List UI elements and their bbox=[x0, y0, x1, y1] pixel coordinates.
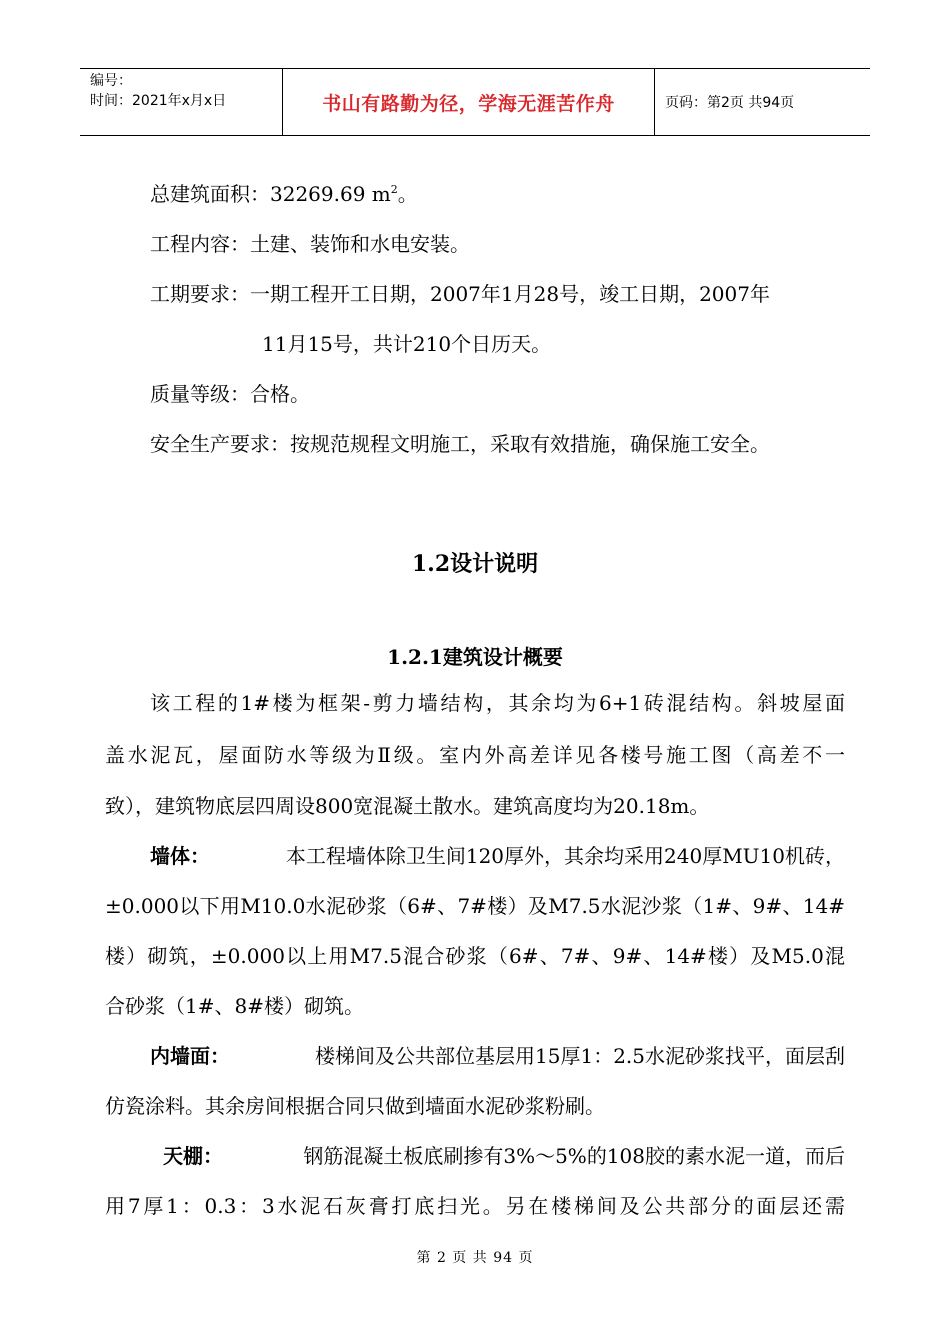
header-meta bbox=[80, 69, 282, 135]
schedule-line-1: 工期要求：一期工程开工日期，2007年1月28号，竣工日期，2007年 bbox=[150, 282, 770, 306]
document-number: 编号： bbox=[90, 73, 132, 89]
page-header bbox=[80, 68, 870, 136]
document-date: 时间：2021年x月x日 bbox=[90, 93, 227, 109]
inner-wall-line-2: 仿瓷涂料。其余房间根据合同只做到墙面水泥砂浆粉刷。 bbox=[105, 1094, 605, 1118]
overview-line-2: 盖水泥瓦，屋面防水等级为Ⅱ级。室内外高差详见各楼号施工图（高差不一 bbox=[105, 743, 845, 767]
overview-line-1: 该工程的1#楼为框架-剪力墙结构，其余均为6+1砖混结构。斜坡屋面 bbox=[150, 691, 845, 715]
quality-level: 质量等级：合格。 bbox=[150, 382, 310, 406]
header-motto: 书山有路勤为径，学海无涯苦作舟 bbox=[282, 69, 655, 135]
safety-requirement: 安全生产要求：按规范规程文明施工，采取有效措施，确保施工安全。 bbox=[150, 432, 770, 456]
inner-wall-label: 内墙面： bbox=[150, 1044, 230, 1068]
wall-line-2: ±0.000以下用M10.0水泥砂浆（6#、7#楼）及M7.5水泥沙浆（1#、9#、14# bbox=[105, 894, 845, 918]
inner-wall-line-1: 内墙面： 楼梯间及公共部位基层用15厚1：2.5水泥砂浆找平，面层刮 bbox=[150, 1044, 845, 1068]
subsection-heading: 1.2.1建筑设计概要 bbox=[387, 645, 563, 669]
ceiling-line-2: 用7厚1：0.3：3水泥石灰膏打底扫光。另在楼梯间及公共部分的面层还需 bbox=[105, 1194, 845, 1218]
total-area: 总建筑面积：32269.69 $m^2$。 bbox=[150, 182, 418, 206]
wall-label: 墙体： bbox=[150, 844, 210, 868]
ceiling-label: 天棚： bbox=[163, 1144, 223, 1168]
wall-line-3: 楼）砌筑，±0.000以上用M7.5混合砂浆（6#、7#、9#、14#楼）及M5.0混 bbox=[105, 944, 845, 968]
ceiling-line-1: 天棚： 钢筋混凝土板底刷掺有3%～5%的108胶的素水泥一道，而后 bbox=[163, 1144, 845, 1168]
schedule-line-2: 11月15号，共计210个日历天。 bbox=[262, 332, 552, 356]
project-content: 工程内容：土建、装饰和水电安装。 bbox=[150, 232, 470, 256]
wall-line-1: 墙体： 本工程墙体除卫生间120厚外，其余均采用240厚MU10机砖， bbox=[150, 844, 845, 868]
page-footer: 第 2 页 共 94 页 bbox=[416, 1250, 534, 1266]
header-page-info: 页码：第2页 共94页 bbox=[665, 95, 795, 111]
overview-line-3: 致），建筑物底层四周设800宽混凝土散水。建筑高度均为20.18m。 bbox=[105, 794, 710, 818]
wall-line-4: 合砂浆（1#、8#楼）砌筑。 bbox=[105, 994, 364, 1018]
section-heading: 1.2设计说明 bbox=[411, 551, 539, 577]
